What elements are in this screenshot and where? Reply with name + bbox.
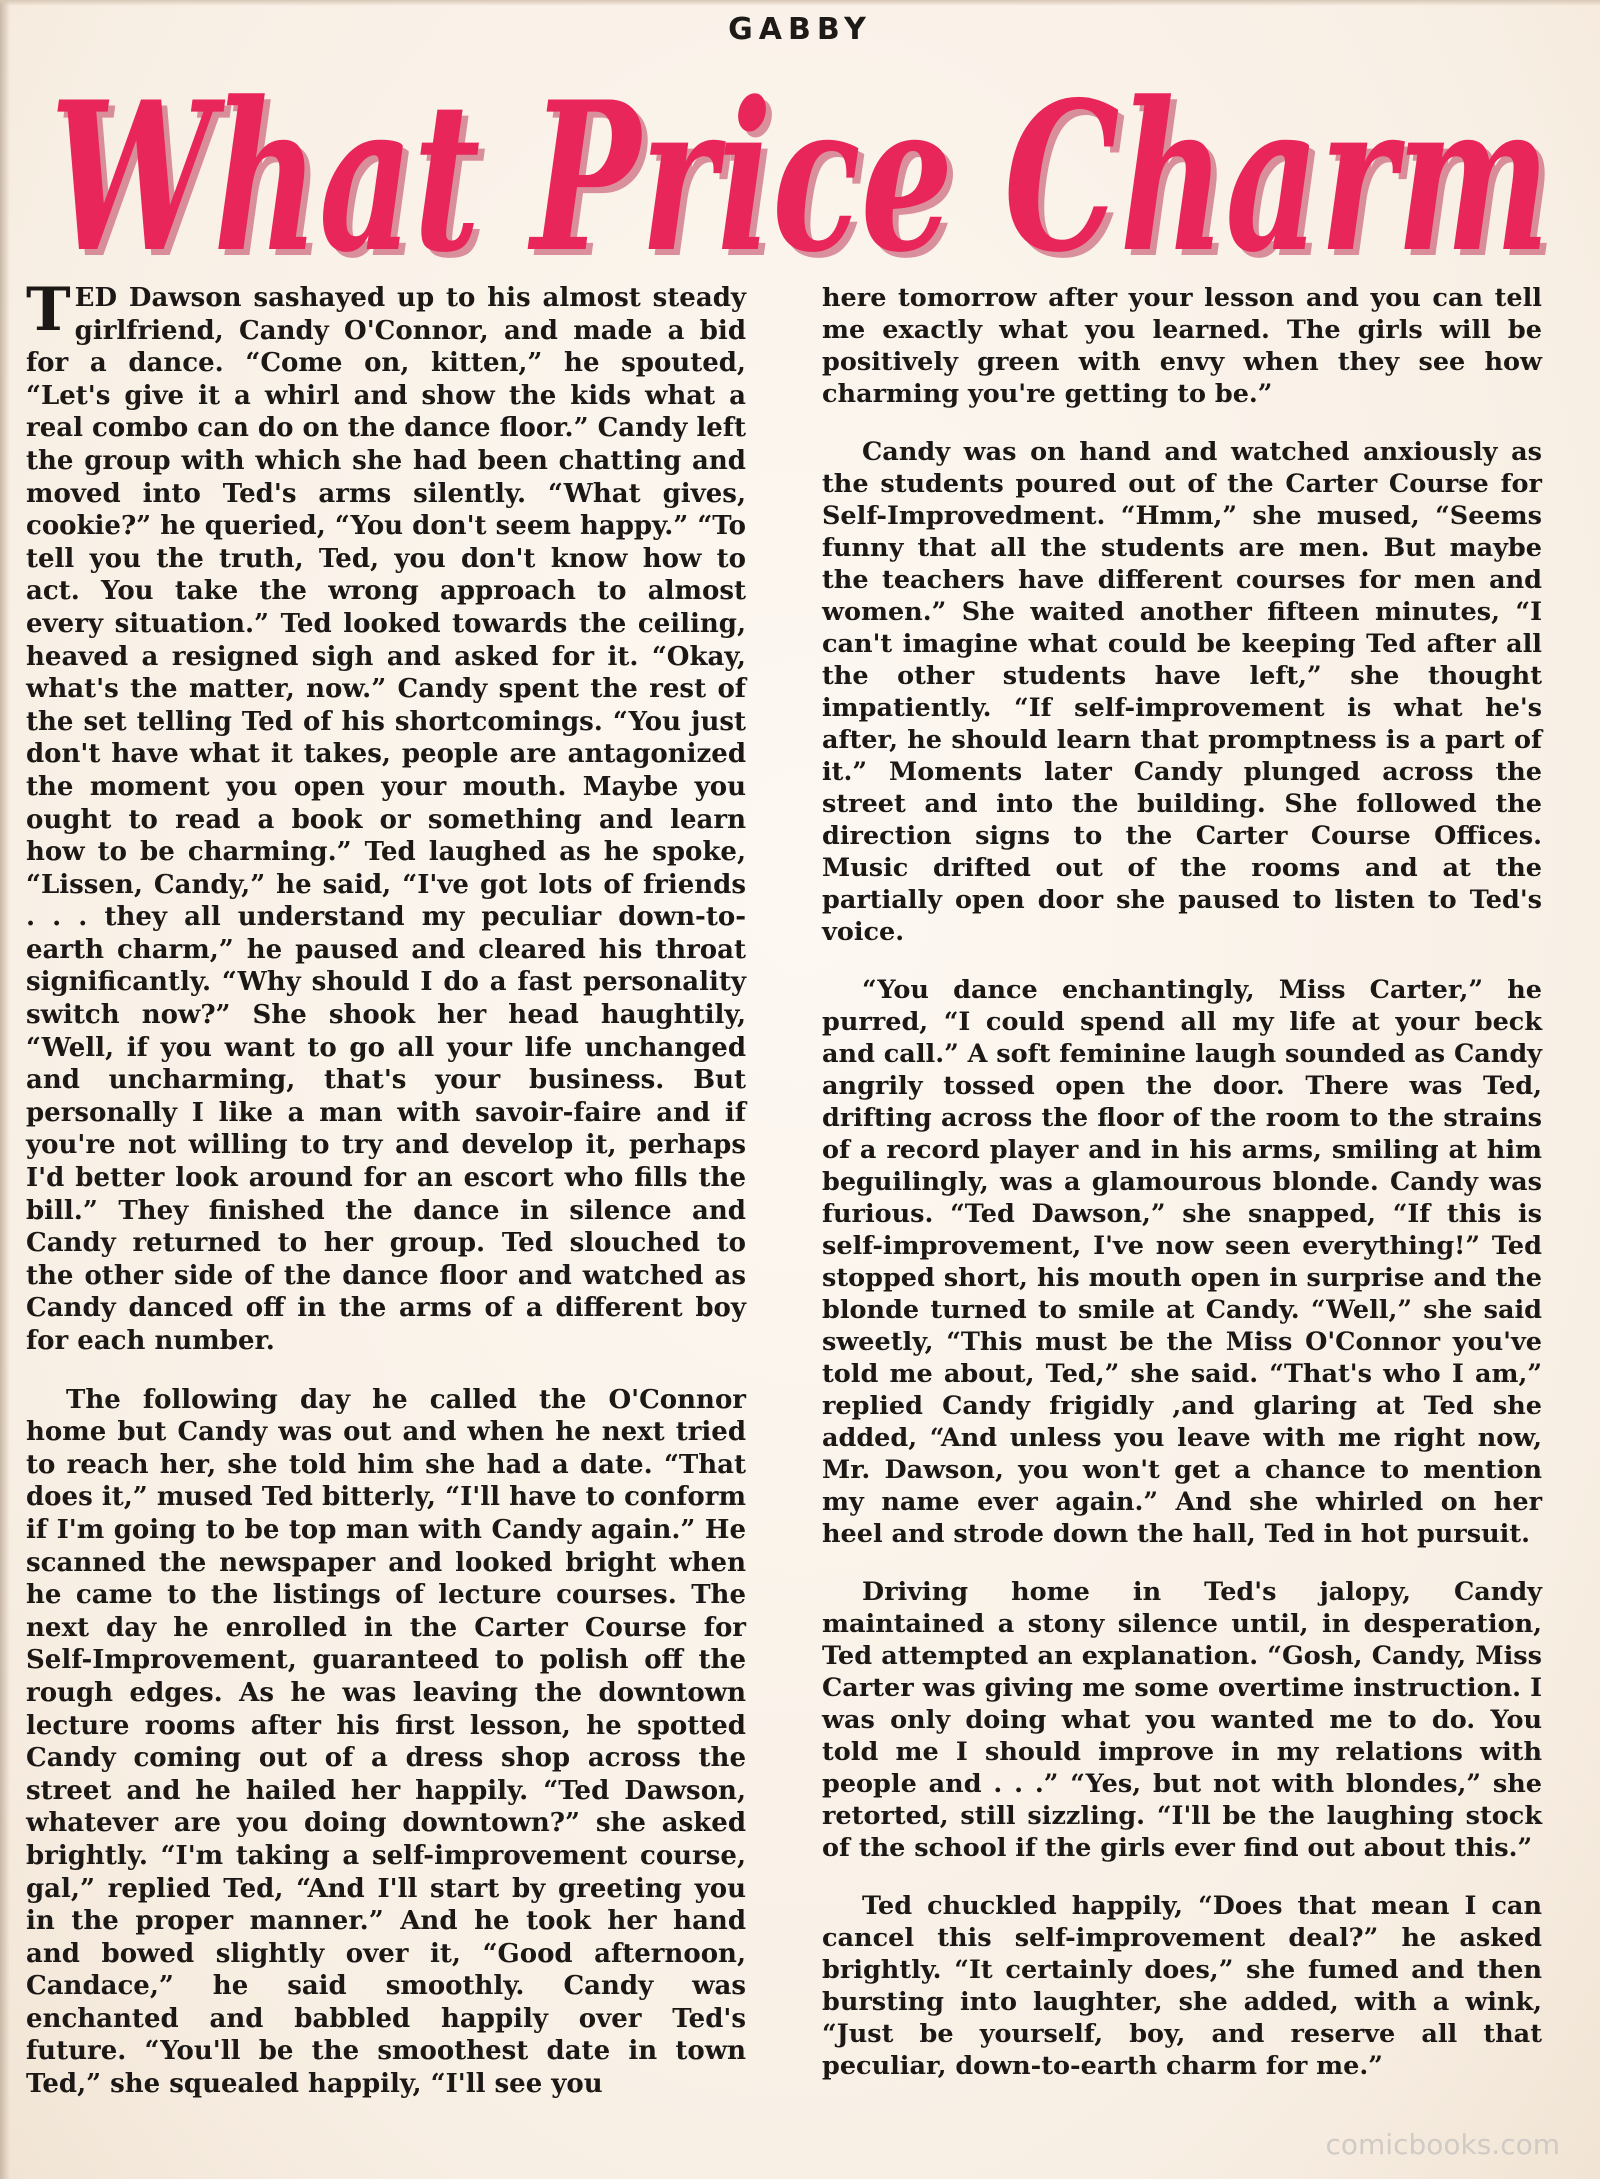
left-text-column [26, 275, 746, 2127]
paragraph [26, 275, 746, 1358]
paragraph: “You dance enchantingly, Miss Carter,” he purred, “I could spend all my life at your beck and call.” A soft feminine laugh sounded as Candy angrily tossed open the door. There was Ted, drifting across the floor of the room to the strains of a record player and in his arms, smiling at him beguilingly, was a glamourous blonde. Candy was furious. “Ted Dawson,” she snapped, “If this is self-improvement, I've now seen everything!” Ted stopped short, his mouth open in surprise and the blonde turned to smile at Candy. “Well,” she said sweetly, “This must be the Miss O'Connor you've told me about, Ted,” she said. “That's who I am,” replied Candy frigidly ,and glaring at Ted she added, “And unless you leave with me right now, Mr. Dawson, you won't get a chance to mention my name ever again.” And she whirled on her heel and strode down the hall, Ted in hot pursuit. [822, 975, 1542, 1549]
story-title [40, 45, 1570, 300]
drop-cap: T [26, 275, 71, 345]
paragraph: Driving home in Ted's jalopy, Candy maintained a stony silence until, in desperation, Ted attempted an explanation. “Gosh, Candy, Miss Carter was giving me some overtime instruction. I was only doing what you wanted me to do. You told me I should improve in my relations with people and . . .” “Yes, but not with blondes,” she retorted, still sizzling. “I'll be the laughing stock of the school if the girls ever find out about this.” [822, 1577, 1542, 1863]
page-top-shadow [0, 0, 1600, 6]
watermark: comicbooks.com [1325, 2128, 1560, 2161]
paragraph: Candy was on hand and watched anxiously as the students poured out of the Carter Course for Self-Improvedment. “Hmm,” she mused, “Seems funny that all the students are men. But maybe the teachers have different courses for men and women.” She waited another fifteen minutes, “I can't imagine what could be keeping Ted after all the other students have left,” she thought impatiently. “If self-improvement is what he's after, he should learn that promptness is a part of it.” Moments later Candy plunged across the street and into the building. She followed the direction signs to the Carter Course Offices. Music drifted out of the rooms and at the partially open door she paused to listen to Ted's voice. [822, 437, 1542, 947]
paragraph: Ted chuckled happily, “Does that mean I can cancel this self-improvement deal?” he asked brightly. “It certainly does,” she fumed and then bursting into laughter, she added, with a wink, “Just be yourself, boy, and reserve all that peculiar, down-to-earth charm for me.” [822, 1891, 1542, 2081]
paragraph: here tomorrow after your lesson and you can tell me exactly what you learned. The girls will be positively green with envy when they see how charming you're getting to be.” [822, 283, 1542, 409]
story-title-text: What Price Charm [50, 58, 1550, 298]
section-header: GABBY [728, 12, 872, 47]
right-text-column [822, 282, 1542, 2108]
page-edge-shadow [0, 0, 10, 2179]
story-title-shadow: What Price Charm [56, 64, 1556, 300]
paragraph-text: ED Dawson sashayed up to his almost steady girlfriend, Candy O'Connor, and made a bid for a dance. “Come on, kitten,” he spouted, “Let's give it a whirl and show the kids what a real combo can do on the dance floor.” Candy left the group with which she had been chatting and moved into Ted's arms silently. “What gives, cookie?” he queried, “You don't seem happy.” “To tell you the truth, Ted, you don't know how to act. You take the wrong approach to almost every situation.” Ted looked towards the ceiling, heaved a resigned sigh and asked for it. “Okay, what's the matter, now.” Candy spent the rest of the set telling Ted of his shortcomings. “You just don't have what it takes, people are antagonized the moment you open your mouth. Maybe you ought to read a book or something and learn how to be charming.” Ted laughed as he spoke, “Lissen, Candy,” he said, “I've got lots of friends . . . they all understand my peculiar down-to-earth charm,” he paused and cleared his throat significantly. “Why should I do a fast personality switch now?” She shook her head haughtily, “Well, if you want to go all your life unchanged and uncharming, that's your business. But personally I like a man with savoir-faire and if you're not willing to try and develop it, perhaps I'd better look around for an escort who fills the bill.” They finished the dance in silence and Candy returned to her group. Ted slouched to the other side of the dance floor and watched as Candy danced off in the arms of a different boy for each number. [26, 283, 746, 1356]
paragraph: The following day he called the O'Connor home but Candy was out and when he next tried to reach her, she told him she had a date. “That does it,” mused Ted bitterly, “I'll have to conform if I'm going to be top man with Candy again.” He scanned the newspaper and looked bright when he came to the listings of lecture courses. The next day he enrolled in the Carter Course for Self-Improvement, guaranteed to polish off the rough edges. As he was leaving the downtown lecture rooms after his first lesson, he spotted Candy coming out of a dress shop across the street and he hailed her happily. “Ted Dawson, whatever are you doing downtown?” she asked brightly. “I'm taking a self-improvement course, gal,” replied Ted, “And I'll start by greeting you in the proper manner.” And he took her hand and bowed slightly over it, “Good afternoon, Candace,” he said smoothly. Candy was enchanted and babbled happily over Ted's future. “You'll be the smoothest date in town Ted,” she squealed happily, “I'll see you [26, 1384, 746, 2100]
